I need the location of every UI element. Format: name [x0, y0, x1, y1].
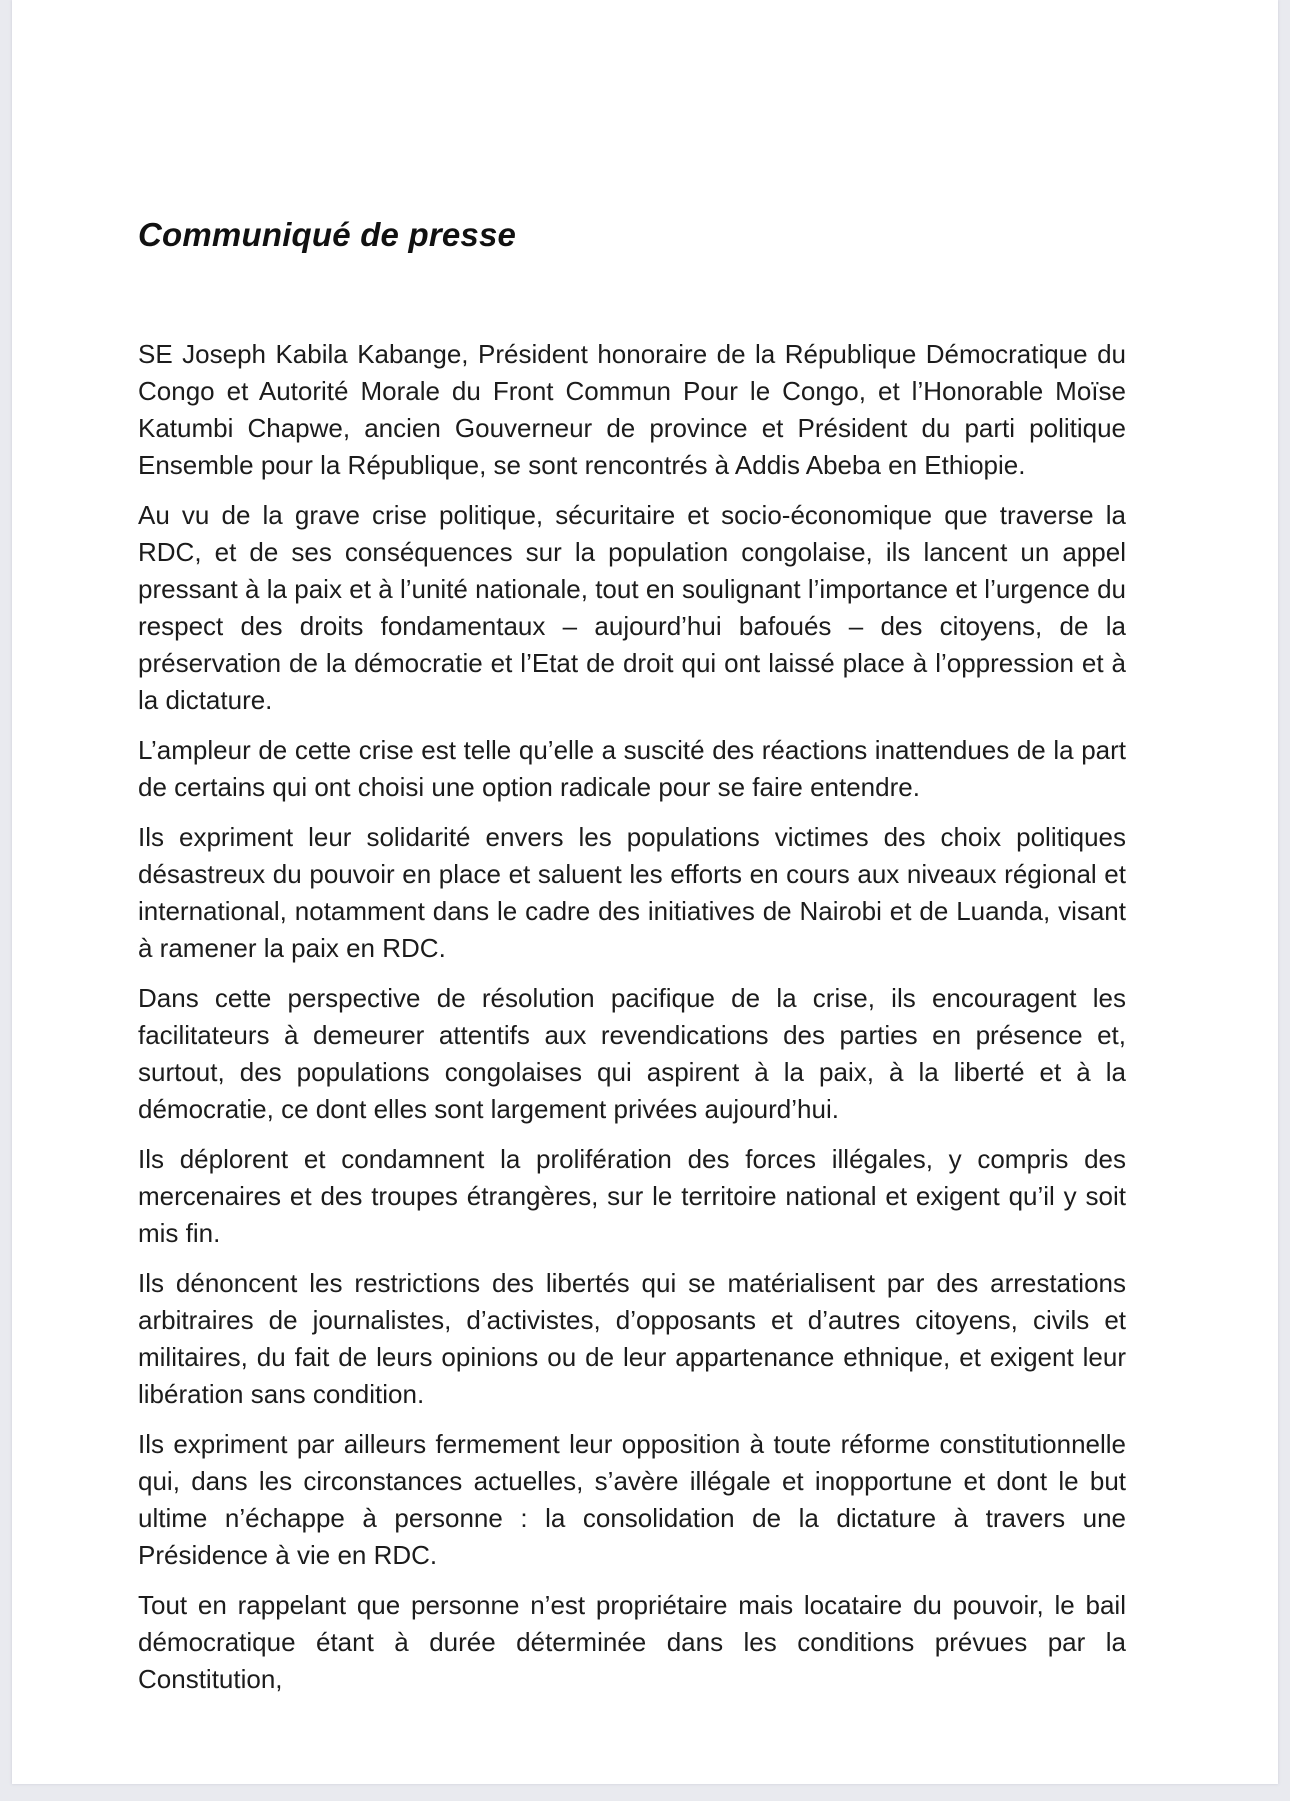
paragraph-solidarity: Ils expriment leur solidarité envers les populations victimes des choix politiques désastreux du pouvoir en place et saluent les efforts en cours aux niveaux régional et international, notamment dans le cadre des initiatives de Nairobi et de Luanda, visant à ramener la paix en RDC.	[138, 822, 1126, 963]
paragraph-reactions: L’ampleur de cette crise est telle qu’elle a suscité des réactions inattendues de la part de certains qui ont choisi une option radicale pour se faire entendre.	[138, 735, 1126, 802]
paragraph-facilitators: Dans cette perspective de résolution pacifique de la crise, ils encouragent les facilitateurs à demeurer attentifs aux revendications des parties en présence et, surtout, des populations congolaises qui aspirent à la paix, à la liberté et à la démocratie, ce dont elles sont largement privées aujourd’hui.	[138, 983, 1126, 1124]
paragraph-power-tenure: Tout en rappelant que personne n’est propriétaire mais locataire du pouvoir, le bail démocratique étant à durée déterminée dans les conditions prévues par la Constitution,	[138, 1590, 1126, 1694]
document-content	[12, 0, 1278, 1698]
paragraph-illegal-forces: Ils déplorent et condamnent la prolifération des forces illégales, y compris des mercenaires et des troupes étrangères, sur le territoire national et exigent qu’il y soit mis fin.	[138, 1144, 1126, 1248]
document-body	[138, 336, 1126, 1698]
document-page	[12, 0, 1278, 1784]
paragraph-constitution-reform: Ils expriment par ailleurs fermement leur opposition à toute réforme constitutionnelle qui, dans les circonstances actuelles, s’avère illégale et inopportune et dont le but ultime n’échappe à personne : la consolidation de la dictature à travers une Présidence à vie en RDC.	[138, 1429, 1126, 1570]
paragraph-liberties: Ils dénoncent les restrictions des libertés qui se matérialisent par des arrestations arbitraires de journalistes, d’activistes, d’opposants et d’autres citoyens, civils et militaires, du fait de leurs opinions ou de leur appartenance ethnique, et exigent leur libération sans condition.	[138, 1268, 1126, 1409]
paragraph-crisis-appeal: Au vu de la grave crise politique, sécuritaire et socio-économique que traverse la RDC, et de ses conséquences sur la population congolaise, ils lancent un appel pressant à la paix et à l’unité nationale, tout en soulignant l’importance et l’urgence du respect des droits fondamentaux – aujourd’hui bafoués – des citoyens, de la préservation de la démocratie et l’Etat de droit qui ont laissé place à l’oppression et à la dictature.	[138, 500, 1126, 715]
page-title: Communiqué de presse	[138, 216, 517, 253]
paragraph-meeting: SE Joseph Kabila Kabange, Président honoraire de la République Démocratique du Congo et Autorité Morale du Front Commun Pour le Congo, et l’Honorable Moïse Katumbi Chapwe, ancien Gouverneur de province et Président du parti politique Ensemble pour la République, se sont rencontrés à Addis Abeba en Ethiopie.	[138, 339, 1126, 480]
